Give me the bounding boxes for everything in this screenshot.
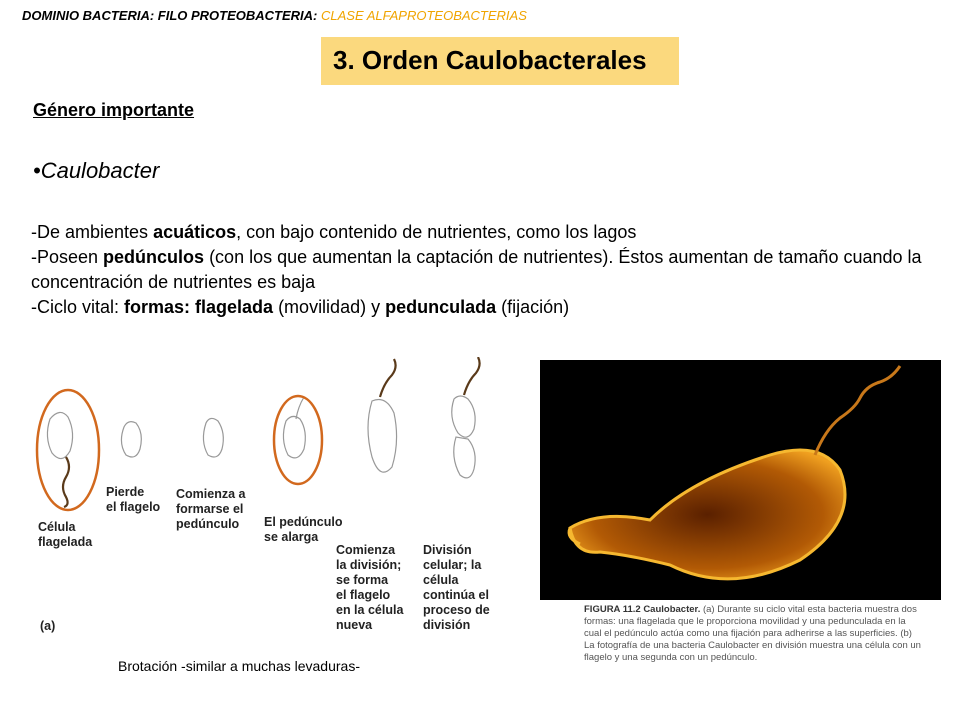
genus-name: •Caulobacter xyxy=(33,158,160,183)
cell-dividing xyxy=(368,400,397,473)
text-run: -Poseen xyxy=(31,247,104,267)
cell-division-lower xyxy=(454,437,475,478)
page-title: 3. Orden Caulobacterales xyxy=(333,45,647,75)
text-run: (fijación) xyxy=(496,297,570,317)
bold-term: pedunculada xyxy=(385,297,497,317)
text-run: (movilidad) y xyxy=(273,297,386,317)
division-flagellum xyxy=(464,357,480,395)
life-cycle-diagram xyxy=(28,357,528,657)
cell-flagellated xyxy=(47,412,72,458)
body-paragraph-2 xyxy=(31,245,941,295)
figure-title: Caulobacter. xyxy=(643,604,701,615)
bold-term: pedúnculos xyxy=(103,247,205,267)
body-paragraph-3 xyxy=(31,295,941,320)
micrograph-image xyxy=(540,360,941,600)
stage-label-3: Comienza a formarse el pedúnculo xyxy=(176,487,246,531)
cell-no-flagellum xyxy=(121,422,141,457)
breadcrumb-class: CLASE ALFAPROTEOBACTERIAS xyxy=(321,8,527,23)
cell-division-upper xyxy=(452,396,475,437)
diagram-caption: Brotación -similar a muchas levaduras- xyxy=(118,658,360,674)
cell-stalk-forming xyxy=(203,418,223,457)
section-subtitle: Género importante xyxy=(33,100,195,120)
breadcrumb xyxy=(22,8,527,23)
body-text xyxy=(31,220,941,320)
flagellum xyxy=(63,457,69,507)
micrograph-photo xyxy=(540,360,941,600)
title-box xyxy=(321,37,679,85)
stage-label-5: Comienza la división; se forma el flagelo en la célula nueva xyxy=(336,543,404,632)
stage-label-1: Célula flagelada xyxy=(38,520,93,549)
dividing-cell xyxy=(570,450,845,579)
text-run: -De ambientes xyxy=(31,222,154,242)
figure-label: FIGURA 11.2 xyxy=(584,604,641,615)
stalk xyxy=(296,397,304,419)
bold-term: acuáticos xyxy=(153,222,237,242)
figure-text-b: (b) La fotografía de una bacteria Caulobacter en división muestra una célula con un flagelo y una segunda con un pedúnculo. xyxy=(584,628,921,663)
figure-caption xyxy=(584,604,924,664)
text-run: , con bajo contenido de nutrientes, como los lagos xyxy=(236,222,637,242)
highlight-oval-flagellated xyxy=(37,390,99,510)
bold-term: formas: flagelada xyxy=(124,297,274,317)
text-run: (con los que aumentan la captación de nutrientes). Éstos aumentan de tamaño cuando la concentración de nutrientes es baja xyxy=(31,247,922,292)
stage-label-2: Pierde el flagelo xyxy=(106,485,161,514)
cell-stalk-elongating xyxy=(283,416,305,457)
breadcrumb-prefix: DOMINIO BACTERIA: FILO PROTEOBACTERIA: xyxy=(22,8,321,23)
photo-flagellum xyxy=(815,366,900,455)
panel-label: (a) xyxy=(40,619,56,633)
stage-label-4: El pedúnculo se alarga xyxy=(264,515,343,544)
body-paragraph-1 xyxy=(31,220,941,245)
new-flagellum xyxy=(380,359,396,397)
stage-label-6: División celular; la célula continúa el proceso de división xyxy=(423,543,490,632)
figure-text-a: (a) Durante su ciclo vital esta bacteria muestra dos formas: una flagelada que le proporciona movilidad y una pedunculada en la cual el pedúnculo actúa como una fijación para adherirse a las superficies. xyxy=(584,604,917,639)
text-run: -Ciclo vital: xyxy=(31,297,125,317)
